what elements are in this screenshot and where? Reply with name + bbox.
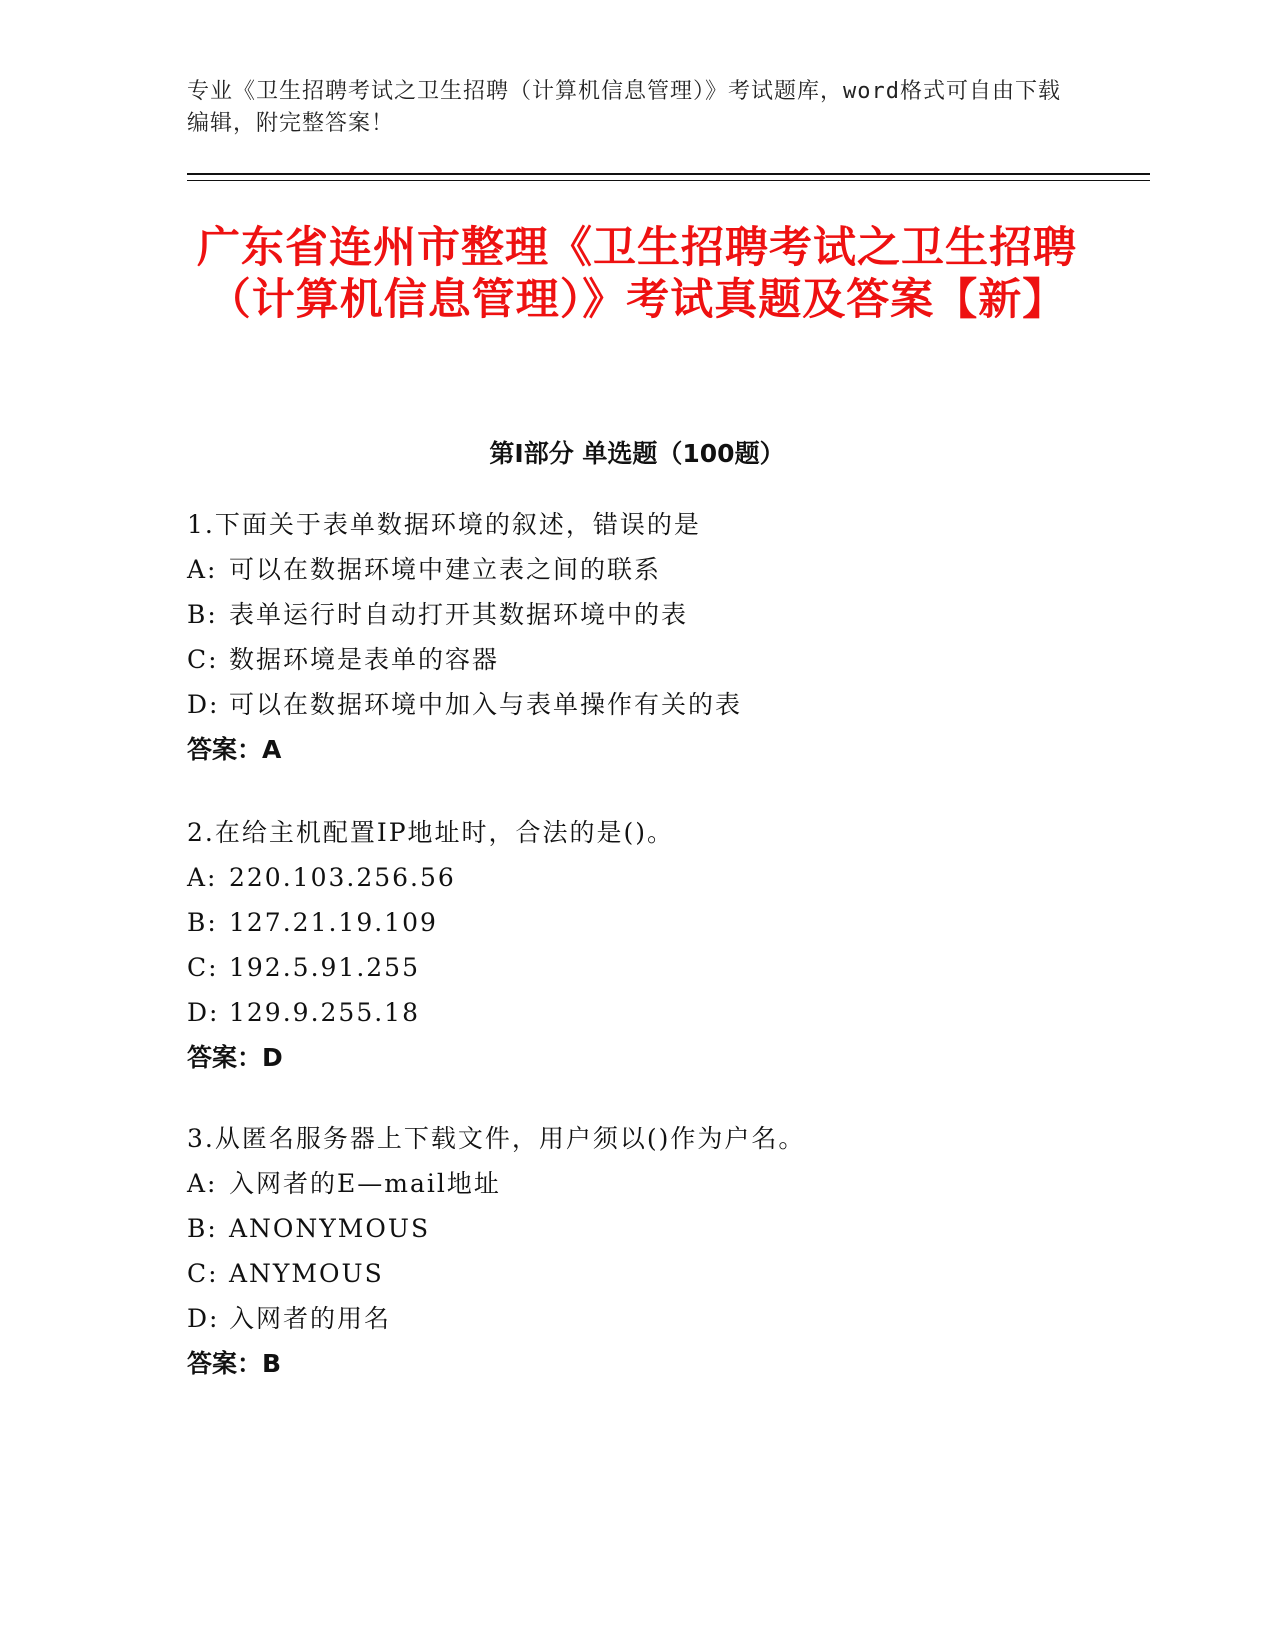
- question-stem: 3.从匿名服务器上下载文件，用户须以()作为户名。: [187, 1124, 806, 1153]
- question-3: [187, 1116, 1147, 1386]
- section-heading: 第I部分 单选题（100题）: [489, 439, 785, 468]
- option-b: [187, 1206, 1147, 1251]
- option-label: D:: [187, 998, 220, 1027]
- option-text: 192.5.91.255: [229, 953, 420, 982]
- option-label: B:: [187, 908, 218, 937]
- option-b: [187, 900, 1147, 945]
- option-text: 129.9.255.18: [229, 998, 420, 1027]
- option-label: B:: [187, 600, 218, 629]
- option-label: C:: [187, 953, 219, 982]
- question-2: [187, 810, 1147, 1080]
- header-rule-thick: [187, 173, 1150, 175]
- option-text: 入网者的用名: [229, 1304, 392, 1333]
- option-text: ANYMOUS: [229, 1259, 384, 1288]
- option-a: [187, 547, 1147, 592]
- option-label: C:: [187, 645, 219, 674]
- option-d: [187, 1296, 1147, 1341]
- option-label: D:: [187, 690, 220, 719]
- option-text: 入网者的E—mail地址: [229, 1169, 501, 1198]
- option-label: B:: [187, 1214, 218, 1243]
- question-stem: 1.下面关于表单数据环境的叙述，错误的是: [187, 510, 701, 539]
- option-label: A:: [187, 555, 218, 584]
- answer-line: 答案：B: [187, 1349, 282, 1378]
- header-note: 专业《卫生招聘考试之卫生招聘（计算机信息管理）》考试题库，word格式可自由下载编辑，附完整答案！: [187, 79, 1061, 136]
- option-label: A:: [187, 1169, 218, 1198]
- answer-line: 答案：D: [187, 1043, 283, 1072]
- option-c: [187, 637, 1147, 682]
- option-d: [187, 682, 1147, 727]
- option-label: D:: [187, 1304, 220, 1333]
- option-c: [187, 1251, 1147, 1296]
- option-text: 220.103.256.56: [229, 863, 456, 892]
- option-text: 可以在数据环境中加入与表单操作有关的表: [229, 690, 743, 719]
- question-1: [187, 502, 1147, 772]
- option-c: [187, 945, 1147, 990]
- option-label: C:: [187, 1259, 219, 1288]
- option-text: 数据环境是表单的容器: [229, 645, 500, 674]
- option-a: [187, 855, 1147, 900]
- option-text: 表单运行时自动打开其数据环境中的表: [229, 600, 689, 629]
- option-text: ANONYMOUS: [229, 1214, 431, 1243]
- header-rule-thin: [187, 180, 1150, 181]
- document-title: 广东省连州市整理《卫生招聘考试之卫生招聘（计算机信息管理）》考试真题及答案【新】: [197, 223, 1077, 325]
- option-a: [187, 1161, 1147, 1206]
- option-text: 127.21.19.109: [229, 908, 438, 937]
- option-b: [187, 592, 1147, 637]
- option-d: [187, 990, 1147, 1035]
- option-label: A:: [187, 863, 218, 892]
- question-stem: 2.在给主机配置IP地址时，合法的是()。: [187, 818, 675, 847]
- option-text: 可以在数据环境中建立表之间的联系: [229, 555, 662, 584]
- answer-line: 答案：A: [187, 735, 282, 764]
